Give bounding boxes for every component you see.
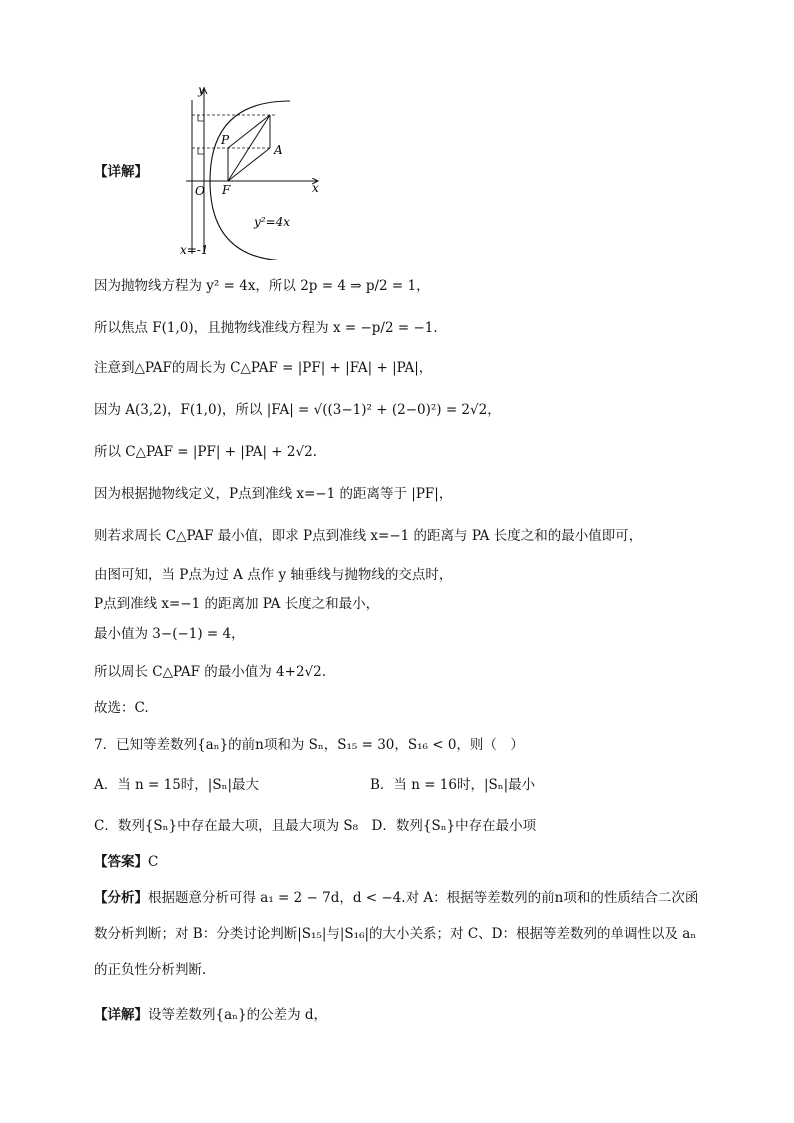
solution-line-4: 因为 A(3,2)，F(1,0)，所以 |FA| = √((3−1)² + (2−0)²) = 2√2，	[94, 402, 501, 418]
answer-tag: 【答案】	[94, 854, 148, 870]
detail-text: 设等差数列{aₙ}的公差为 d，	[148, 1007, 327, 1023]
label-O: O	[195, 184, 205, 198]
analysis-block	[94, 880, 704, 988]
answer-value: C	[148, 854, 159, 870]
solution-line-3: 注意到△PAF的周长为 C△PAF = |PF| + |FA| + |PA|，	[94, 360, 433, 376]
solution-line-5: 所以 C△PAF = |PF| + |PA| + 2√2.	[94, 444, 317, 460]
solution-line-8: 由图可知，当 P点为过 A 点作 y 轴垂线与抛物线的交点时，	[94, 567, 453, 583]
solution-line-10: 最小值为 3−(−1) = 4，	[94, 626, 245, 642]
analysis-text: 根据题意分析可得 a₁ = 2 − 7d，d < −4.对 A：根据等差数列的前n项和的性质结合二次函数分析判断；对 B：分类讨论判断|S₁₅|与|S₁₆|的大小关系；对 C、D：根据等差数列的单调性以及 aₙ 的正负性分析判断.	[94, 890, 699, 978]
option-c-d: C．数列{Sₙ}中存在最大项，且最大项为 S₈ D．数列{Sₙ}中存在最小项	[94, 818, 537, 834]
label-x: x	[312, 181, 319, 195]
option-a: A．当 n = 15时，|Sₙ|最大	[94, 777, 259, 793]
label-curve: y²=4x	[254, 215, 291, 229]
answer-line	[94, 852, 158, 872]
solution-line-6: 因为根据抛物线定义，P点到准线 x=−1 的距离等于 |PF|，	[94, 486, 453, 502]
solution-line-12: 故选：C.	[94, 700, 149, 716]
label-A: A	[274, 143, 283, 157]
detail-tag-1: 【详解】	[94, 164, 148, 180]
option-b: B．当 n = 16时，|Sₙ|最小	[370, 777, 536, 793]
label-y: y	[198, 83, 205, 97]
label-P: P	[221, 133, 230, 147]
solution-line-9: P点到准线 x=−1 的距离加 PA 长度之和最小，	[94, 596, 380, 612]
solution-line-2: 所以焦点 F(1,0)，且抛物线准线方程为 x = −p/2 = −1.	[94, 320, 438, 336]
question-7-stem: 7．已知等差数列{aₙ}的前n项和为 Sₙ，S₁₅ = 30，S₁₆ < 0，则（ ）	[94, 737, 524, 753]
detail-line	[94, 1005, 327, 1025]
parabola-figure	[94, 82, 334, 260]
label-directrix: x=-1	[180, 243, 209, 257]
detail-tag-2: 【详解】	[94, 1007, 148, 1023]
solution-line-7: 则若求周长 C△PAF 最小值，即求 P点到准线 x=−1 的距离与 PA 长度之和的最小值即可，	[94, 528, 643, 544]
label-F: F	[222, 183, 231, 197]
solution-line-1: 因为抛物线方程为 y² = 4x，所以 2p = 4 ⇒ p/2 = 1，	[94, 278, 430, 294]
analysis-tag: 【分析】	[94, 890, 148, 906]
solution-line-11: 所以周长 C△PAF 的最小值为 4+2√2.	[94, 664, 327, 680]
